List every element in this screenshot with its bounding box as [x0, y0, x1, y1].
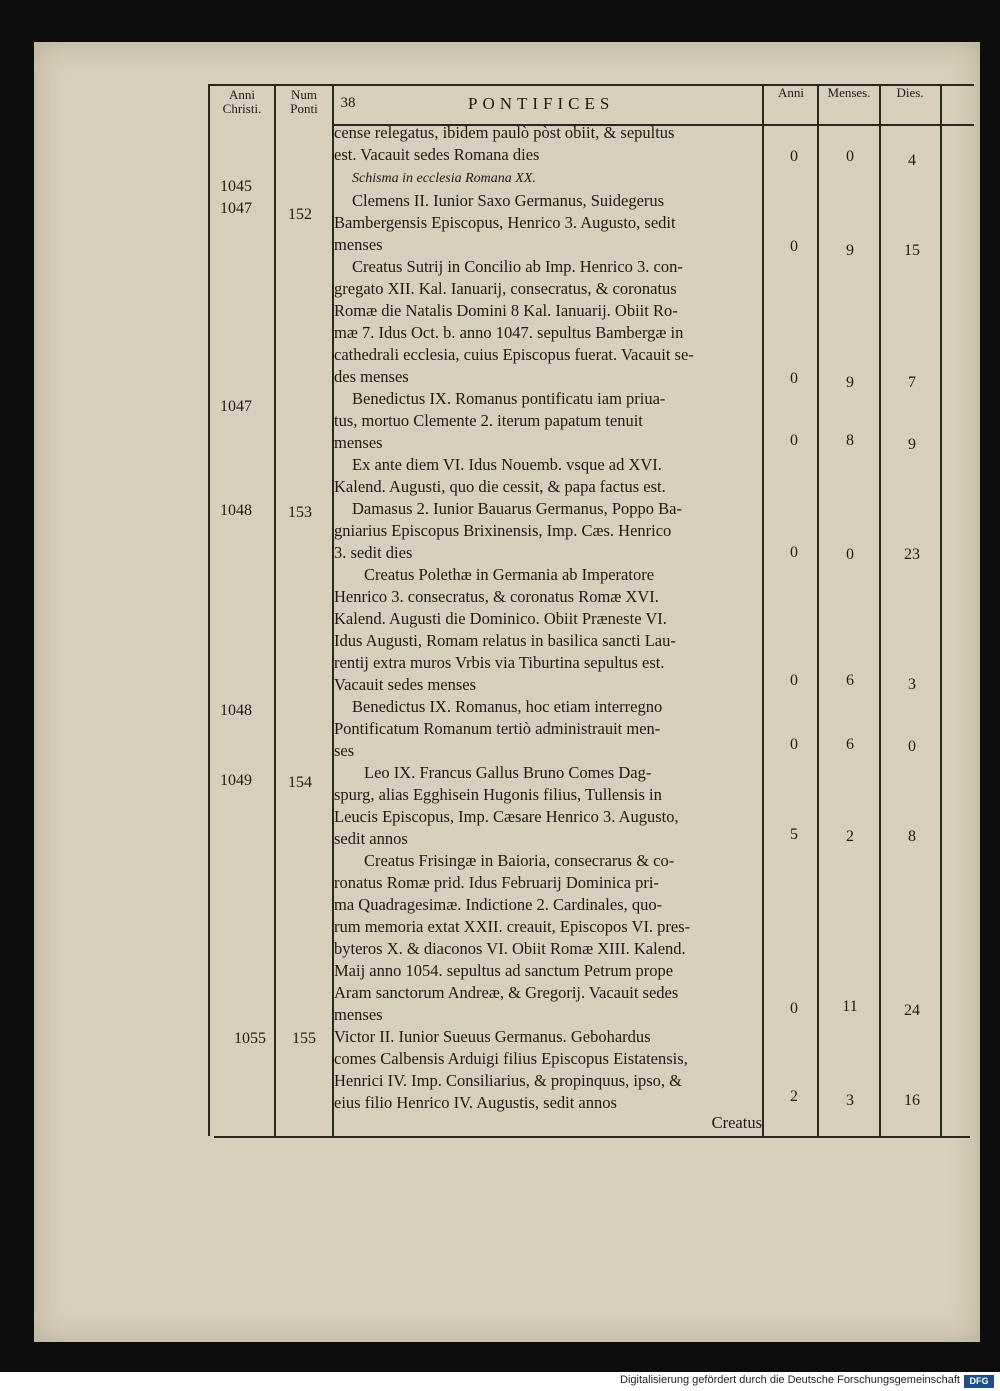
- text-line: Creatus Frisingæ in Baioria, consecrarus & co-: [364, 851, 675, 870]
- text-line: comes Calbensis Arduigi filius Episcopus Eistatensis,: [334, 1049, 688, 1068]
- anni-cell: 0: [790, 736, 798, 753]
- text-line: Maij anno 1054. sepultus ad sanctum Petrum prope: [334, 961, 674, 980]
- catchword: Creatus: [711, 1113, 762, 1132]
- text-line: Leucis Episcopus, Imp. Cæsare Henrico 3. Augusto,: [334, 807, 679, 826]
- header-rule-right: [764, 124, 974, 126]
- text-line: menses: [334, 235, 383, 254]
- menses-cell: 9: [846, 242, 854, 259]
- year-cell: 1047: [220, 398, 252, 415]
- dies-cell: 9: [908, 436, 916, 453]
- text-line: Ex ante diem VI. Idus Nouemb. vsque ad XVI.: [352, 455, 662, 474]
- year-cell: 1048: [220, 502, 252, 519]
- pontiff-number: 155: [292, 1030, 316, 1047]
- text-line: Benedictus IX. Romanus, hoc etiam interregno: [352, 697, 663, 716]
- text-line: Damasus 2. Iunior Bauarus Germanus, Poppo Ba-: [352, 499, 682, 518]
- text-line: eius filio Henrico IV. Augustis, sedit annos: [334, 1093, 617, 1112]
- menses-cell: 6: [846, 672, 854, 689]
- dies-cell: 24: [904, 1002, 920, 1019]
- text-line: est. Vacauit sedes Romana dies: [334, 145, 540, 164]
- anni-cell: 0: [790, 672, 798, 689]
- year-cell: 1048: [220, 702, 252, 719]
- footer-credit: Digitalisierung gefördert durch die Deutsche Forschungsgemeinschaft: [620, 1374, 960, 1386]
- year-cell: 1047: [220, 200, 252, 217]
- text-line: Leo IX. Francus Gallus Bruno Comes Dag-: [364, 763, 652, 782]
- dies-cell: 23: [904, 546, 920, 563]
- text-line: Victor II. Iunior Sueuus Germanus. Gebohardus: [334, 1027, 651, 1046]
- dies-cell: 7: [908, 374, 916, 391]
- pontiff-number: 154: [288, 774, 312, 791]
- col-anni-christi-head: Anni Christi.: [222, 87, 262, 116]
- text-line: tus, mortuo Clemente 2. iterum papatum tenuit: [334, 411, 643, 430]
- dies-cell: 15: [904, 242, 920, 259]
- bottom-rule: [214, 1136, 970, 1138]
- text-line: cense relegatus, ibidem paulò pòst obiit, & sepultus: [334, 123, 675, 142]
- text-line: byteros X. & diaconos VI. Obiit Romæ XIII. Kalend.: [334, 939, 686, 958]
- text-line: spurg, alias Egghisein Hugonis filius, Tullensis in: [334, 785, 662, 804]
- text-line: Romæ die Natalis Domini 8 Kal. Ianuarij. Obiit Ro-: [334, 301, 678, 320]
- text-line: rum memoria extat XXII. creauit, Episcopos VI. pres-: [334, 917, 691, 936]
- dies-cell: 8: [908, 828, 916, 845]
- text-line: Kalend. Augusti, quo die cessit, & papa factus est.: [334, 477, 666, 496]
- col-dies-head: Dies.: [896, 85, 924, 100]
- anni-cell: 0: [790, 544, 798, 561]
- text-line: gniarius Episcopus Brixinensis, Imp. Cæs. Henrico: [334, 521, 672, 540]
- text-line: rentij extra muros Vrbis via Tiburtina sepultus est.: [334, 653, 665, 672]
- page-number: 38: [340, 95, 356, 111]
- col-menses-head: Menses.: [827, 85, 871, 100]
- rule-anni-christi: [208, 84, 210, 1136]
- anni-cell: 0: [790, 148, 798, 165]
- dies-cell: 16: [904, 1092, 920, 1109]
- anni-cell: 0: [790, 370, 798, 387]
- text-line: menses: [334, 1005, 383, 1024]
- year-cell: 1055: [234, 1030, 266, 1047]
- text-line: 3. sedit dies: [334, 543, 413, 562]
- menses-cell: 6: [846, 736, 854, 753]
- text-line: Aram sanctorum Andreæ, & Gregorij. Vacauit sedes: [334, 983, 679, 1002]
- text-line: cathedrali ecclesia, cuius Episcopus fuerat. Vacauit se-: [334, 345, 694, 364]
- page-title: PONTIFICES: [468, 94, 615, 113]
- text-line: menses: [334, 433, 383, 452]
- text-line: Henrico 3. consecratus, & coronatus Romæ XVI.: [334, 587, 659, 606]
- menses-cell: 0: [846, 148, 854, 165]
- pontiff-number: 153: [288, 504, 312, 521]
- text-line: Benedictus IX. Romanus pontificatu iam priua-: [352, 389, 666, 408]
- dies-cell: 3: [908, 676, 916, 693]
- book-page: [34, 42, 980, 1342]
- menses-cell: 11: [842, 998, 858, 1015]
- text-line: des menses: [334, 367, 409, 386]
- anni-cell: 0: [790, 432, 798, 449]
- menses-cell: 8: [846, 432, 854, 449]
- rule-num-ponti: [274, 84, 276, 1136]
- dies-cell: 0: [908, 738, 916, 755]
- menses-cell: 0: [846, 546, 854, 563]
- menses-cell: 2: [846, 828, 854, 845]
- text-line: ronatus Romæ prid. Idus Februarij Dominica pri-: [334, 873, 659, 892]
- text-line: Pontificatum Romanum tertiò administrauit men-: [334, 719, 661, 738]
- col-num-ponti-head: Num Ponti: [290, 87, 318, 116]
- text-line: Clemens II. Iunior Saxo Germanus, Suidegerus: [352, 191, 665, 210]
- text-line: mæ 7. Idus Oct. b. anno 1047. sepultus Bambergæ in: [334, 323, 684, 342]
- pontiff-number: 152: [288, 206, 312, 223]
- text-line: gregato XII. Kal. Ianuarij, consecratus, & coronatus: [334, 279, 677, 298]
- text-line: Henrici IV. Imp. Consiliarius, & propinquus, ipso, &: [334, 1071, 683, 1090]
- anni-cell: 0: [790, 1000, 798, 1017]
- text-line: Idus Augusti, Romam relatus in basilica sancti Lau-: [334, 631, 676, 650]
- text-line: Bambergensis Episcopus, Henrico 3. Augusto, sedit: [334, 213, 676, 232]
- text-line: Creatus Polethæ in Germania ab Imperatore: [364, 565, 655, 584]
- text-line: Kalend. Augusti die Dominico. Obiit Præneste VI.: [334, 609, 667, 628]
- year-cell: 1045: [220, 178, 252, 195]
- anni-cell: 0: [790, 238, 798, 255]
- year-cell: 1049: [220, 772, 252, 789]
- text-line: ma Quadragesimæ. Indictione 2. Cardinales, quo-: [334, 895, 663, 914]
- menses-cell: 9: [846, 374, 854, 391]
- menses-cell: 3: [846, 1092, 854, 1109]
- digitization-footer: [0, 1372, 1000, 1391]
- dfg-logo: DFG: [964, 1375, 994, 1388]
- text-line: Creatus Sutrij in Concilio ab Imp. Henrico 3. con-: [352, 257, 683, 276]
- text-line: Schisma in ecclesia Romana XX.: [352, 171, 536, 186]
- dies-cell: 4: [908, 152, 916, 169]
- text-line: Vacauit sedes menses: [334, 675, 477, 694]
- text-line: sedit annos: [334, 829, 408, 848]
- col-anni-head: Anni: [778, 85, 804, 100]
- anni-cell: 5: [790, 826, 798, 843]
- anni-cell: 2: [790, 1088, 798, 1105]
- text-line: ses: [334, 741, 355, 760]
